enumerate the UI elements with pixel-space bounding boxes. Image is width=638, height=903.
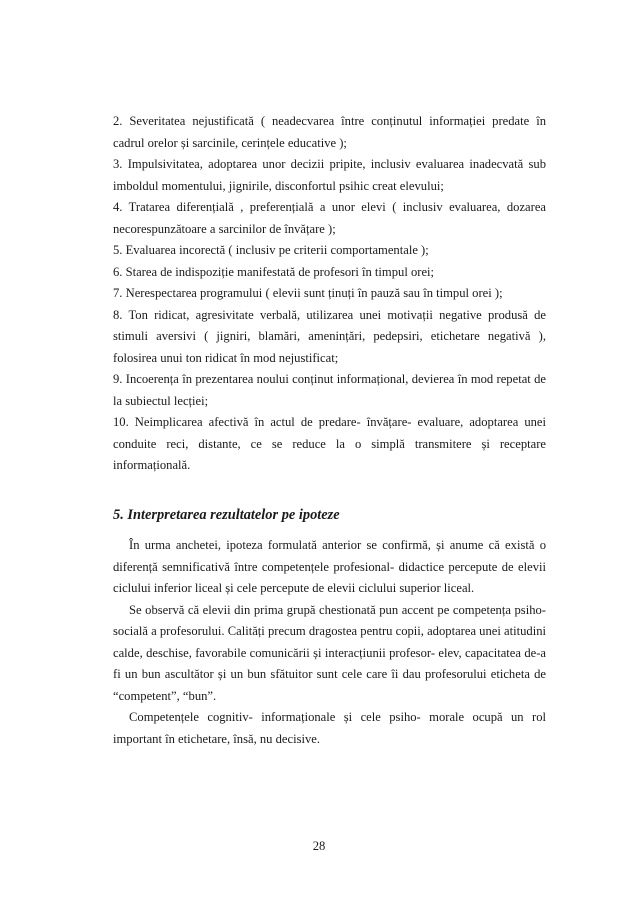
list-item: 2. Severitatea nejustificată ( neadecvarea între conținutul informației predate în cadrul orelor și sarcinile, cerințele educative ); <box>113 114 546 150</box>
paragraph: Se observă că elevii din prima grupă chestionată pun accent pe competența psiho-socială a profesorului. Calități precum dragostea pentru copii, adoptarea unei atitudini calde, deschise, favorabile comunicării și interacțiunii profesor- elev, capacitatea de-a fi un bun ascultător și un bun sfătuitor sunt cele care îi dau profesorului eticheta de “competent”, “bun”. <box>113 602 546 703</box>
paragraph: Competențele cognitiv- informaționale și cele psiho- morale ocupă un rol important în etichetare, însă, nu decisive. <box>113 710 546 746</box>
interpretation-text <box>113 535 546 750</box>
list-item: 10. Neimplicarea afectivă în actul de predare- învățare- evaluare, adoptarea unei conduite reci, distante, ce se reduce la o simplă transmitere și receptare informațională. <box>113 415 546 472</box>
section-heading: 5. Interpretarea rezultatelor pe ipoteze <box>113 507 340 523</box>
list-item: 8. Ton ridicat, agresivitate verbală, utilizarea unei motivații negative produsă de stimuli aversivi ( jigniri, blamări, amenințări, pedepsiri, etichetare negativă ), folosirea unui ton ridicat în mod nejustificat; <box>113 307 546 365</box>
list-item: 9. Incoerența în prezentarea noului conținut informațional, devierea în mod repetat de la subiectul lecției; <box>113 372 546 408</box>
teacher-errors-list <box>113 111 546 477</box>
list-item: 7. Nerespectarea programului ( elevii sunt ținuți în pauză sau în timpul orei ); <box>113 286 503 300</box>
paragraph: În urma anchetei, ipoteza formulată anterior se confirmă, și anume că există o diferență semnificativă între competențele profesional- didactice percepute de elevii ciclului inferior liceal și cele percepute de elevii ciclului superior liceal. <box>113 538 546 595</box>
list-item: 6. Starea de indispoziție manifestată de profesori în timpul orei; <box>113 264 435 279</box>
page-number: 28 <box>312 839 326 853</box>
list-item: 4. Tratarea diferențială , preferențială a unor elevi ( inclusiv evaluarea, dozarea necorespunzătoare a sarcinilor de învățare ); <box>113 200 546 236</box>
list-item: 3. Impulsivitatea, adoptarea unor decizii pripite, inclusiv evaluarea inadecvată sub imboldul momentului, jignirile, disconfortul psihic creat elevului; <box>113 157 546 193</box>
list-item: 5. Evaluarea incorectă ( inclusiv pe criterii comportamentale ); <box>113 243 429 257</box>
